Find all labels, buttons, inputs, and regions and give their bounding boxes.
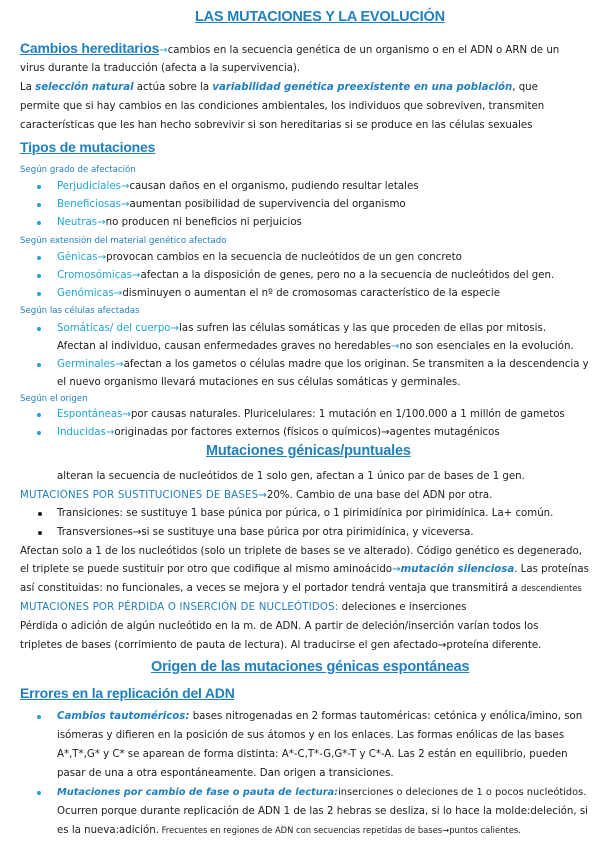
- list-item-cont: isómeras y difieren en la posición de sus átomos y en los enlaces. Las formas enólicas de las bases: [57, 730, 565, 741]
- arrow-icon: →: [122, 409, 131, 420]
- cambios-line-5: características que les han hecho sobrevivir si son hereditarias si se produce en las células sexuales: [20, 120, 533, 131]
- text-segment: proteína diferente.: [446, 640, 542, 651]
- arrow-icon: →: [115, 359, 124, 370]
- bullet-icon: [37, 327, 41, 331]
- list-item: [57, 251, 462, 264]
- sust-caps: MUTACIONES POR SUSTITUCIONES DE BASES: [20, 490, 259, 501]
- perdida-line: [20, 601, 466, 614]
- arrow-icon: →: [381, 427, 390, 438]
- mutacion-silenciosa-term: mutación silenciosa: [400, 564, 515, 575]
- list-item: [57, 786, 586, 799]
- arrow-icon: →: [258, 490, 267, 501]
- page-title: LAS MUTACIONES Y LA EVOLUCIÓN: [195, 9, 445, 25]
- list-item: [57, 526, 474, 539]
- desc: afectan a la disposición de genes, pero no a la secuencia de nucleótidos del gen.: [140, 270, 555, 281]
- desc: Afectan al individuo, causan enfermedades graves no heredables: [57, 341, 391, 352]
- list-item: [57, 426, 500, 439]
- perd-caps: MUTACIONES POR PÉRDIDA O INSERCIÓN DE NUCLEÓTIDOS:: [20, 602, 339, 613]
- list-item: [57, 358, 589, 371]
- bullet-icon: [38, 512, 42, 516]
- arrow-icon: →: [120, 181, 130, 192]
- grupo-extension: Según extensión del material genético afectado: [20, 236, 227, 246]
- desc: bases nitrogenadas en 2 formas tautoméricas: cetónica y enólica/imino, son: [189, 711, 583, 722]
- bullet-icon: [37, 185, 41, 189]
- desc: no son esenciales en la evolución.: [399, 341, 574, 352]
- desc: si se sustituye una base púrica por otra pirimidínica, y viceversa.: [141, 527, 474, 538]
- list-item: [57, 216, 302, 229]
- desc: disminuyen o aumentan el nº de cromosomas característico de la especie: [122, 288, 500, 299]
- cambios-heading: Cambios hereditarios: [20, 40, 160, 56]
- list-item: [57, 408, 565, 421]
- grupo-celulas: Según las células afectadas: [20, 306, 140, 316]
- grupo-grado: Según grado de afectación: [20, 165, 136, 175]
- arrow-icon: →: [442, 825, 450, 835]
- variabilidad-term: variabilidad genética preexistente en una población: [212, 82, 513, 93]
- seleccion-natural-term: selección natural: [35, 82, 134, 93]
- term: Mutaciones por cambio de fase o pauta de lectura:: [57, 787, 339, 798]
- term: Perjudiciales: [57, 181, 121, 192]
- genicas-intro: alteran la secuencia de nucleótidos de 1 solo gen, afectan a 1 único par de bases de 1 gen.: [57, 471, 525, 482]
- arrow-icon: →: [390, 341, 400, 352]
- arrow-icon: →: [132, 527, 142, 538]
- bullet-icon: [37, 221, 41, 225]
- term: Beneficiosas: [57, 199, 121, 210]
- term: Germinales: [57, 359, 116, 370]
- arrow-icon: →: [437, 640, 447, 651]
- arrow-icon: →: [159, 45, 168, 56]
- genicas-p1: Afectan solo a 1 de los nucleótidos (solo un triplete de bases se ve alterado). Código genético es degenerado,: [20, 546, 582, 557]
- grupo-origen: Según el origen: [20, 394, 88, 404]
- term: Cambios tautoméricos:: [57, 711, 190, 722]
- arrow-icon: →: [131, 270, 141, 281]
- desc: deleciones e inserciones: [338, 602, 467, 613]
- text-segment: Frecuentes en regiones de ADN con secuencias repetidas de bases: [158, 825, 443, 835]
- text-segment: . Las proteínas: [514, 564, 589, 575]
- list-item: [57, 322, 546, 335]
- term: Transversiones: [57, 527, 133, 538]
- cambios-line-3: [20, 81, 538, 94]
- text-segment: es la nueva:adición.: [57, 825, 159, 836]
- term: Espontáneas: [57, 409, 123, 420]
- term: Neutras: [57, 217, 98, 228]
- bullet-icon: [37, 791, 41, 795]
- text-segment: La: [20, 82, 36, 93]
- desc: afectan a los gametos o células madre que los originan. Se transmiten a la descendencia y: [123, 359, 589, 370]
- arrow-icon: →: [97, 217, 106, 228]
- term: Cromosómicas: [57, 270, 132, 281]
- text-segment: puntos calientes.: [449, 825, 521, 835]
- text-segment: tripletes de bases (corrimiento de pauta de lectura). Al traducirse el gen afectado: [20, 640, 438, 651]
- term: Génicas: [57, 252, 98, 263]
- list-item: Transiciones: se sustituye 1 base púnica por púrica, o 1 pirimidínica por pirimidínica. La+ común.: [57, 508, 554, 519]
- text-segment: actúa sobre la: [133, 82, 213, 93]
- list-item: [57, 287, 500, 300]
- text-segment: así constituidas: no funcionales, a veces se mejora y el portador tendrá ventaja que transmitirá a: [20, 583, 518, 594]
- bullet-icon: [37, 431, 41, 435]
- desc: las sufren las células somáticas y las que proceden de ellas por mitosis.: [179, 323, 547, 334]
- arrow-icon: →: [97, 252, 107, 263]
- arrow-icon: →: [392, 564, 401, 575]
- text-segment: descendientes: [521, 583, 582, 593]
- cambios-line-1: [20, 42, 559, 57]
- cambios-line-2: virus durante la traducción (afecta a la supervivencia).: [20, 63, 301, 74]
- genicas-p2: [20, 563, 589, 576]
- term: Somáticas/ del cuerpo: [57, 323, 171, 334]
- errores-heading: Errores en la replicación del ADN: [20, 685, 235, 701]
- genicas-p4: Pérdida o adición de algún nucleótido en la m. de ADN. A partir de deleción/inserción varían todos los: [20, 621, 539, 632]
- desc: por causas naturales. Pluricelulares: 1 mutación en 1/100.000 a 1 millón de gametos: [130, 409, 565, 420]
- bullet-icon: [37, 715, 41, 719]
- arrow-icon: →: [105, 427, 115, 438]
- term: Genómicas: [57, 288, 114, 299]
- list-item-cont: Ocurren porque durante replicación de ADN 1 de las 2 hebras se desliza, si lo hace la molde:deleción, si: [57, 806, 588, 817]
- bullet-icon: [37, 256, 41, 260]
- bullet-icon: [37, 203, 41, 207]
- text-segment: , que: [512, 82, 538, 93]
- list-item: [57, 198, 406, 211]
- origen-heading: Origen de las mutaciones génicas espontáneas: [151, 659, 470, 675]
- list-item-cont: [57, 340, 574, 353]
- desc: aumentan posibilidad de supervivencia del organismo: [129, 199, 406, 210]
- text-segment: el triplete se puede sustituir por otro que codifique al mismo aminoácido: [20, 564, 393, 575]
- arrow-icon: →: [120, 199, 130, 210]
- desc: causan daños en el organismo, pudiendo resultar letales: [129, 181, 419, 192]
- genicas-heading: Mutaciones génicas/puntuales: [206, 443, 411, 459]
- list-item: [57, 710, 582, 723]
- desc: 20%. Cambio de una base del ADN por otra.: [266, 490, 493, 501]
- genicas-p5: [20, 639, 541, 652]
- cambios-def-1: cambios en la secuencia genética de un organismo o en el ADN o ARN de un: [167, 45, 560, 56]
- desc: agentes mutagénicos: [389, 427, 500, 438]
- bullet-icon: [37, 292, 41, 296]
- list-item-cont: el nuevo organismo llevará mutaciones en sus células somáticas y germinales.: [57, 377, 461, 388]
- desc: provocan cambios en la secuencia de nucleótidos de un gen concreto: [106, 252, 462, 263]
- term: Inducidas: [57, 427, 106, 438]
- desc: originadas por factores externos (físicos o químicos): [114, 427, 382, 438]
- desc: no producen ni beneficios ni perjuicios: [105, 217, 302, 228]
- list-item: [57, 269, 554, 282]
- bullet-icon: [37, 413, 41, 417]
- list-item: [57, 180, 419, 193]
- genicas-p3: [20, 582, 582, 595]
- list-item-cont: [57, 824, 521, 837]
- bullet-icon: [38, 531, 42, 535]
- list-item-cont: A*,T*,G* y C* se aparean de forma distinta: A*-C,T*-G,G*-T y C*-A. Las 2 están en equilibrio, pueden: [57, 749, 568, 760]
- sustituciones-line: [20, 489, 492, 502]
- desc: inserciones o deleciones de 1 o pocos nucleótidos.: [338, 787, 587, 798]
- list-item-cont: pasar de una a otra espontáneamente. Dan origen a transiciones.: [57, 768, 394, 779]
- bullet-icon: [37, 274, 41, 278]
- tipos-heading: Tipos de mutaciones: [20, 139, 156, 155]
- cambios-line-4: permite que si hay cambios en las condiciones ambientales, los individuos que sobreviven, transmiten: [20, 101, 545, 112]
- bullet-icon: [37, 363, 41, 367]
- arrow-icon: →: [170, 323, 180, 334]
- arrow-icon: →: [113, 288, 123, 299]
